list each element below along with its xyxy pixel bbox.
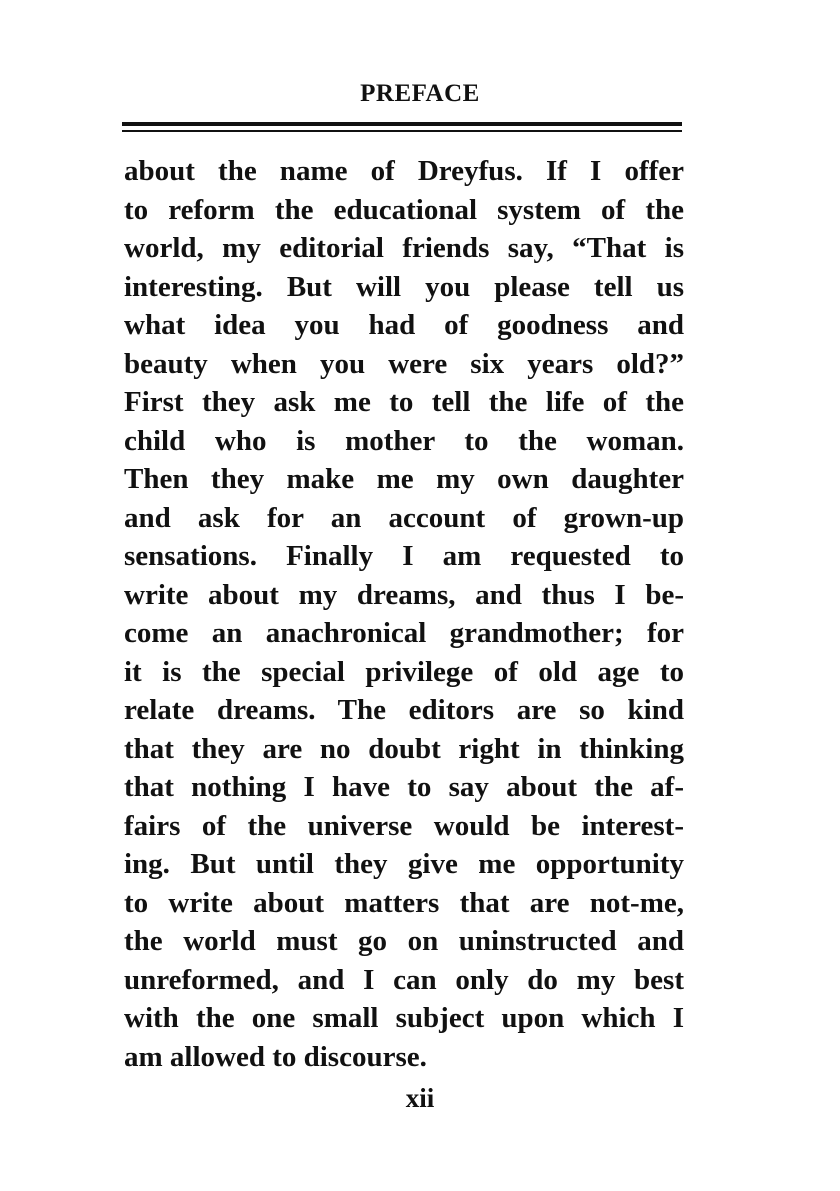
text-line: it is the special privilege of old age to bbox=[124, 655, 684, 688]
text-line: First they ask me to tell the life of the bbox=[124, 386, 684, 418]
text-line: write about my dreams, and thus I be- bbox=[124, 578, 684, 611]
text-line: sensations. Finally I am requested to bbox=[124, 540, 684, 572]
text-line: with the one small subject upon which I bbox=[124, 1002, 684, 1034]
text-line: ing. But until they give me opportunity bbox=[124, 848, 684, 880]
running-head: PREFACE bbox=[360, 80, 480, 107]
text-line: and ask for an account of grown-up bbox=[124, 501, 684, 534]
text-line: about the name of Dreyfus. If I offer bbox=[124, 155, 684, 187]
text-line: beauty when you were six years old?” bbox=[124, 347, 684, 380]
text-line: interesting. But will you please tell us bbox=[124, 270, 684, 303]
text-line: Then they make me my own daughter bbox=[124, 463, 684, 495]
text-line: child who is mother to the woman. bbox=[124, 424, 684, 457]
text-line: unreformed, and I can only do my best bbox=[124, 963, 684, 996]
page-number: xii bbox=[405, 1083, 435, 1113]
text-line: the world must go on uninstructed and bbox=[124, 925, 684, 957]
text-line: what idea you had of goodness and bbox=[124, 309, 684, 341]
text-line: relate dreams. The editors are so kind bbox=[124, 694, 684, 726]
text-line-last: am allowed to discourse. bbox=[124, 1040, 427, 1073]
text-line: to write about matters that are not-me, bbox=[124, 886, 684, 919]
text-line: world, my editorial friends say, “That is bbox=[124, 232, 684, 264]
text-line: to reform the educational system of the bbox=[124, 193, 684, 226]
header-rule-thin bbox=[122, 130, 682, 132]
text-line: that nothing I have to say about the af- bbox=[124, 771, 684, 803]
header-rule-thick bbox=[122, 122, 682, 126]
body-text bbox=[124, 152, 684, 1076]
text-line: fairs of the universe would be interest- bbox=[124, 809, 684, 842]
text-line: that they are no doubt right in thinking bbox=[124, 732, 684, 765]
text-line: come an anachronical grandmother; for bbox=[124, 617, 684, 649]
